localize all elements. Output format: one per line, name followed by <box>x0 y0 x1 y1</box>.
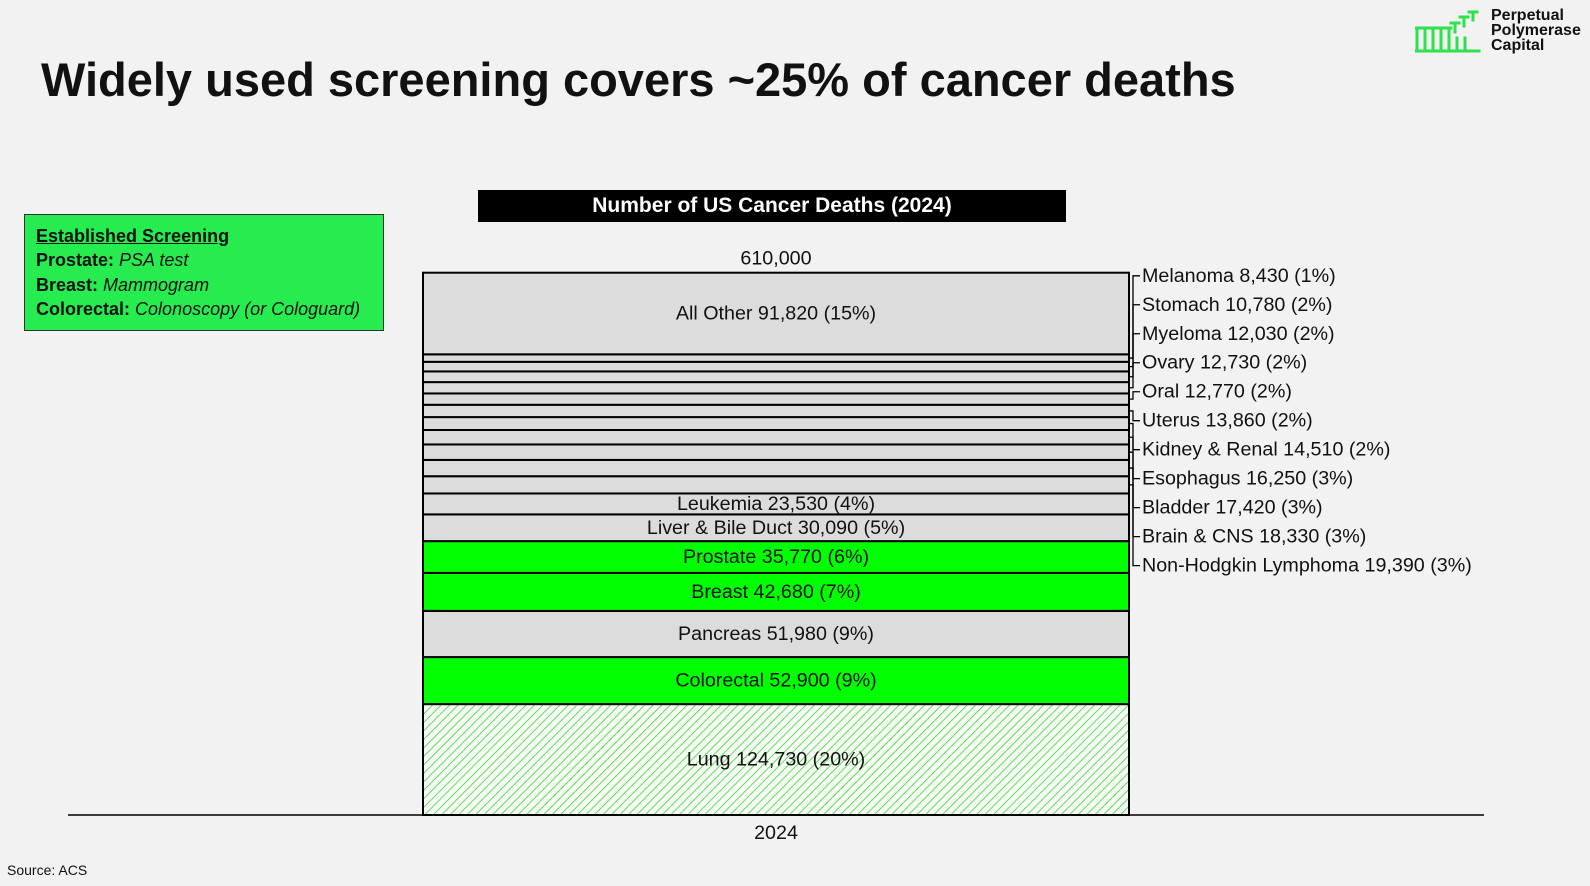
leader-line-oral <box>1129 392 1140 399</box>
callout-label-oral: Oral 12,770 (2%) <box>1142 380 1292 403</box>
leader-line-uterus <box>1129 411 1140 421</box>
bar-segment-non-hodgkin-lymphoma <box>423 476 1129 493</box>
bar-segment-oral <box>423 393 1129 404</box>
segment-label-prostate: Prostate 35,770 (6%) <box>682 546 870 569</box>
logo-line-polymerase: Polymerase <box>1491 21 1581 39</box>
logo-line-capital: Capital <box>1491 37 1545 54</box>
callout-label-bladder: Bladder 17,420 (3%) <box>1142 496 1323 519</box>
leader-line-non-hodgkin-lymphoma <box>1129 485 1140 566</box>
segment-label-all-other: All Other 91,820 (15%) <box>675 302 877 325</box>
screening-item-method: Mammogram <box>103 274 210 295</box>
bar-segment-esophagus <box>423 430 1129 444</box>
screening-box-heading: Established Screening <box>36 226 230 246</box>
bar-segment-bladder <box>423 444 1129 459</box>
slide-title: Widely used screening covers ~25% of cancer deaths <box>41 53 1236 106</box>
callout-label-stomach: Stomach 10,780 (2%) <box>1142 293 1333 316</box>
segment-label-liver-and-bile-duct: Liver & Bile Duct 30,090 (5%) <box>646 516 906 539</box>
callout-label-uterus: Uterus 13,860 (2%) <box>1142 409 1313 432</box>
callout-label-melanoma: Melanoma 8,430 (1%) <box>1142 264 1336 287</box>
segment-label-lung: Lung 124,730 (20%) <box>686 748 866 771</box>
leader-line-melanoma <box>1129 276 1140 358</box>
bar-segment-stomach <box>423 362 1129 372</box>
bar-segment-melanoma <box>423 354 1129 361</box>
segment-label-pancreas: Pancreas 51,980 (9%) <box>678 622 874 645</box>
leader-line-bladder <box>1129 452 1140 507</box>
logo-line-perpetual: Perpetual <box>1491 6 1564 24</box>
bar-segments <box>423 273 1129 815</box>
bar-segment-kidney-and-renal <box>423 417 1129 430</box>
bar-segment-uterus <box>423 405 1129 417</box>
bar-segment-ovary <box>423 382 1129 393</box>
x-axis-tick-label: 2024 <box>754 822 798 844</box>
source-note: Source: ACS <box>7 862 88 878</box>
screening-item-label: Prostate: <box>36 250 115 271</box>
callout-label-myeloma: Myeloma 12,030 (2%) <box>1142 322 1335 345</box>
screening-item-label: Breast: <box>36 274 99 295</box>
bar-segment-myeloma <box>423 371 1129 382</box>
segment-label-colorectal: Colorectal 52,900 (9%) <box>675 669 877 692</box>
segment-label-breast: Breast 42,680 (7%) <box>691 580 861 603</box>
leader-line-esophagus <box>1129 437 1140 478</box>
total-value-label: 610,000 <box>740 247 812 270</box>
callout-label-brain-and-cns: Brain & CNS 18,330 (3%) <box>1142 525 1367 548</box>
screening-item-method: Colonoscopy (or Cologuard) <box>135 298 361 319</box>
bar-segment-brain-and-cns <box>423 460 1129 476</box>
callout-label-esophagus: Esophagus 16,250 (3%) <box>1142 467 1354 490</box>
leader-line-myeloma <box>1129 334 1140 377</box>
screening-item-method: PSA test <box>119 250 189 271</box>
chart-title: Number of US Cancer Deaths (2024) <box>478 190 1066 222</box>
callout-label-non-hodgkin-lymphoma: Non-Hodgkin Lymphoma 19,390 (3%) <box>1142 554 1472 577</box>
segment-label-leukemia: Leukemia 23,530 (4%) <box>676 492 876 515</box>
callout-label-kidney-and-renal: Kidney & Renal 14,510 (2%) <box>1142 438 1391 461</box>
callout-labels <box>1129 265 1472 577</box>
screening-item-label: Colorectal: <box>36 298 131 319</box>
leader-line-stomach <box>1129 305 1140 367</box>
callout-label-ovary: Ovary 12,730 (2%) <box>1142 351 1308 374</box>
